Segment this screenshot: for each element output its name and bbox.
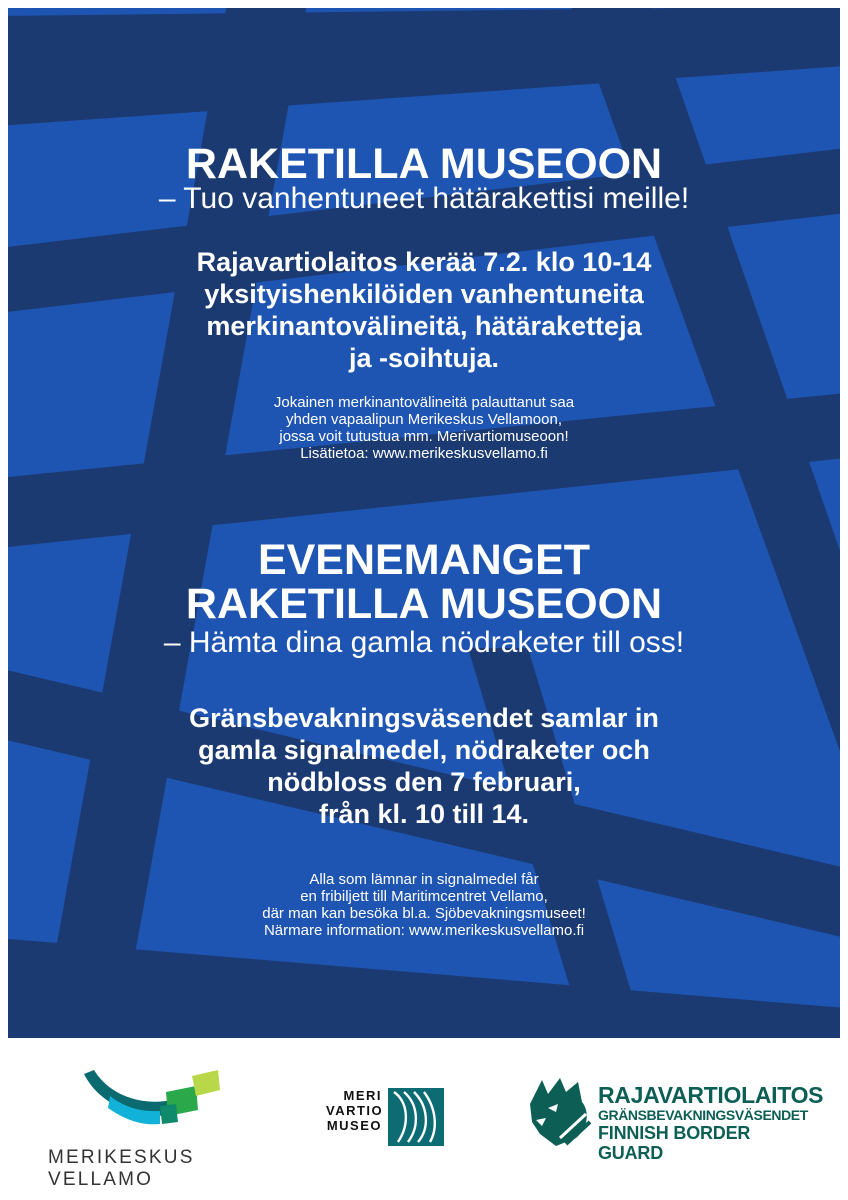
vellamo-wave-logo-icon xyxy=(80,1066,225,1132)
swedish-title xyxy=(8,538,840,626)
finnish-lead-line: Rajavartiolaitos kerää 7.2. klo 10-14 xyxy=(196,247,652,277)
swedish-lead-line: från kl. 10 till 14. xyxy=(318,799,530,829)
finnish-info-line: Jokainen merkinantovälineitä palauttanut saa xyxy=(273,394,575,411)
finnish-info-line: Lisätietoa: www.merikeskusvellamo.fi xyxy=(300,445,548,462)
swedish-lead-line: Gränsbevakningsväsendet samlar in xyxy=(189,703,659,733)
finnish-lead xyxy=(8,246,840,374)
poster-panel xyxy=(8,8,840,1038)
finnish-lead-line: merkinantovälineitä, hätäraketteja xyxy=(206,311,642,341)
merivartio-emblem-icon xyxy=(388,1088,444,1146)
swedish-lead xyxy=(8,702,840,830)
swedish-lead-line: gamla signalmedel, nödraketer och xyxy=(198,735,650,765)
swedish-subtitle: – Hämta dina gamla nödraketer till oss! xyxy=(163,626,685,659)
finnish-info-line: yhden vapaalipun Merikeskus Vellamoon, xyxy=(286,411,562,428)
swedish-info-line: en fribiljett till Maritimcentret Vellamo, xyxy=(300,888,548,905)
poster-content xyxy=(8,8,840,1038)
finnish-subtitle: – Tuo vanhentuneet hätärakettisi meille! xyxy=(158,182,690,215)
merivartio-logo-text xyxy=(326,1088,382,1133)
vellamo-logo-name: MERIKESKUS VELLAMO xyxy=(48,1147,195,1190)
swedish-info xyxy=(8,871,840,939)
finnish-lead-line: ja -soihtuja. xyxy=(348,343,500,373)
merivartio-logo-line: MUSEO xyxy=(326,1118,382,1133)
swedish-info-line: Närmare information: www.merikeskusvellamo.fi xyxy=(263,922,585,939)
border-guard-name-sv: GRÄNSBEVAKNINGSVÄSENDET xyxy=(598,1107,808,1123)
finnish-info xyxy=(8,394,840,462)
lynx-head-emblem-icon xyxy=(526,1074,594,1150)
merivartio-logo-line: VARTIO xyxy=(326,1103,384,1118)
finnish-info-line: jossa voit tutustua mm. Merivartiomuseoon! xyxy=(279,428,569,445)
swedish-title-line: RAKETILLA MUSEOON xyxy=(185,580,663,628)
merivartio-logo-line: MERI xyxy=(343,1088,382,1103)
swedish-title-line: EVENEMANGET xyxy=(257,536,591,584)
swedish-lead-line: nödbloss den 7 februari, xyxy=(267,767,581,797)
border-guard-logo-text xyxy=(598,1082,824,1163)
swedish-info-line: Alla som lämnar in signalmedel får xyxy=(309,871,539,888)
swedish-info-line: där man kan besöka bl.a. Sjöbevakningsmuseet! xyxy=(262,905,586,922)
border-guard-name-fi: RAJAVARTIOLAITOS xyxy=(598,1082,824,1108)
finnish-title: RAKETILLA MUSEOON xyxy=(185,140,663,188)
border-guard-name-en: FINNISH BORDER GUARD xyxy=(598,1123,751,1163)
finnish-lead-line: yksityishenkilöiden vanhentuneita xyxy=(204,279,644,309)
